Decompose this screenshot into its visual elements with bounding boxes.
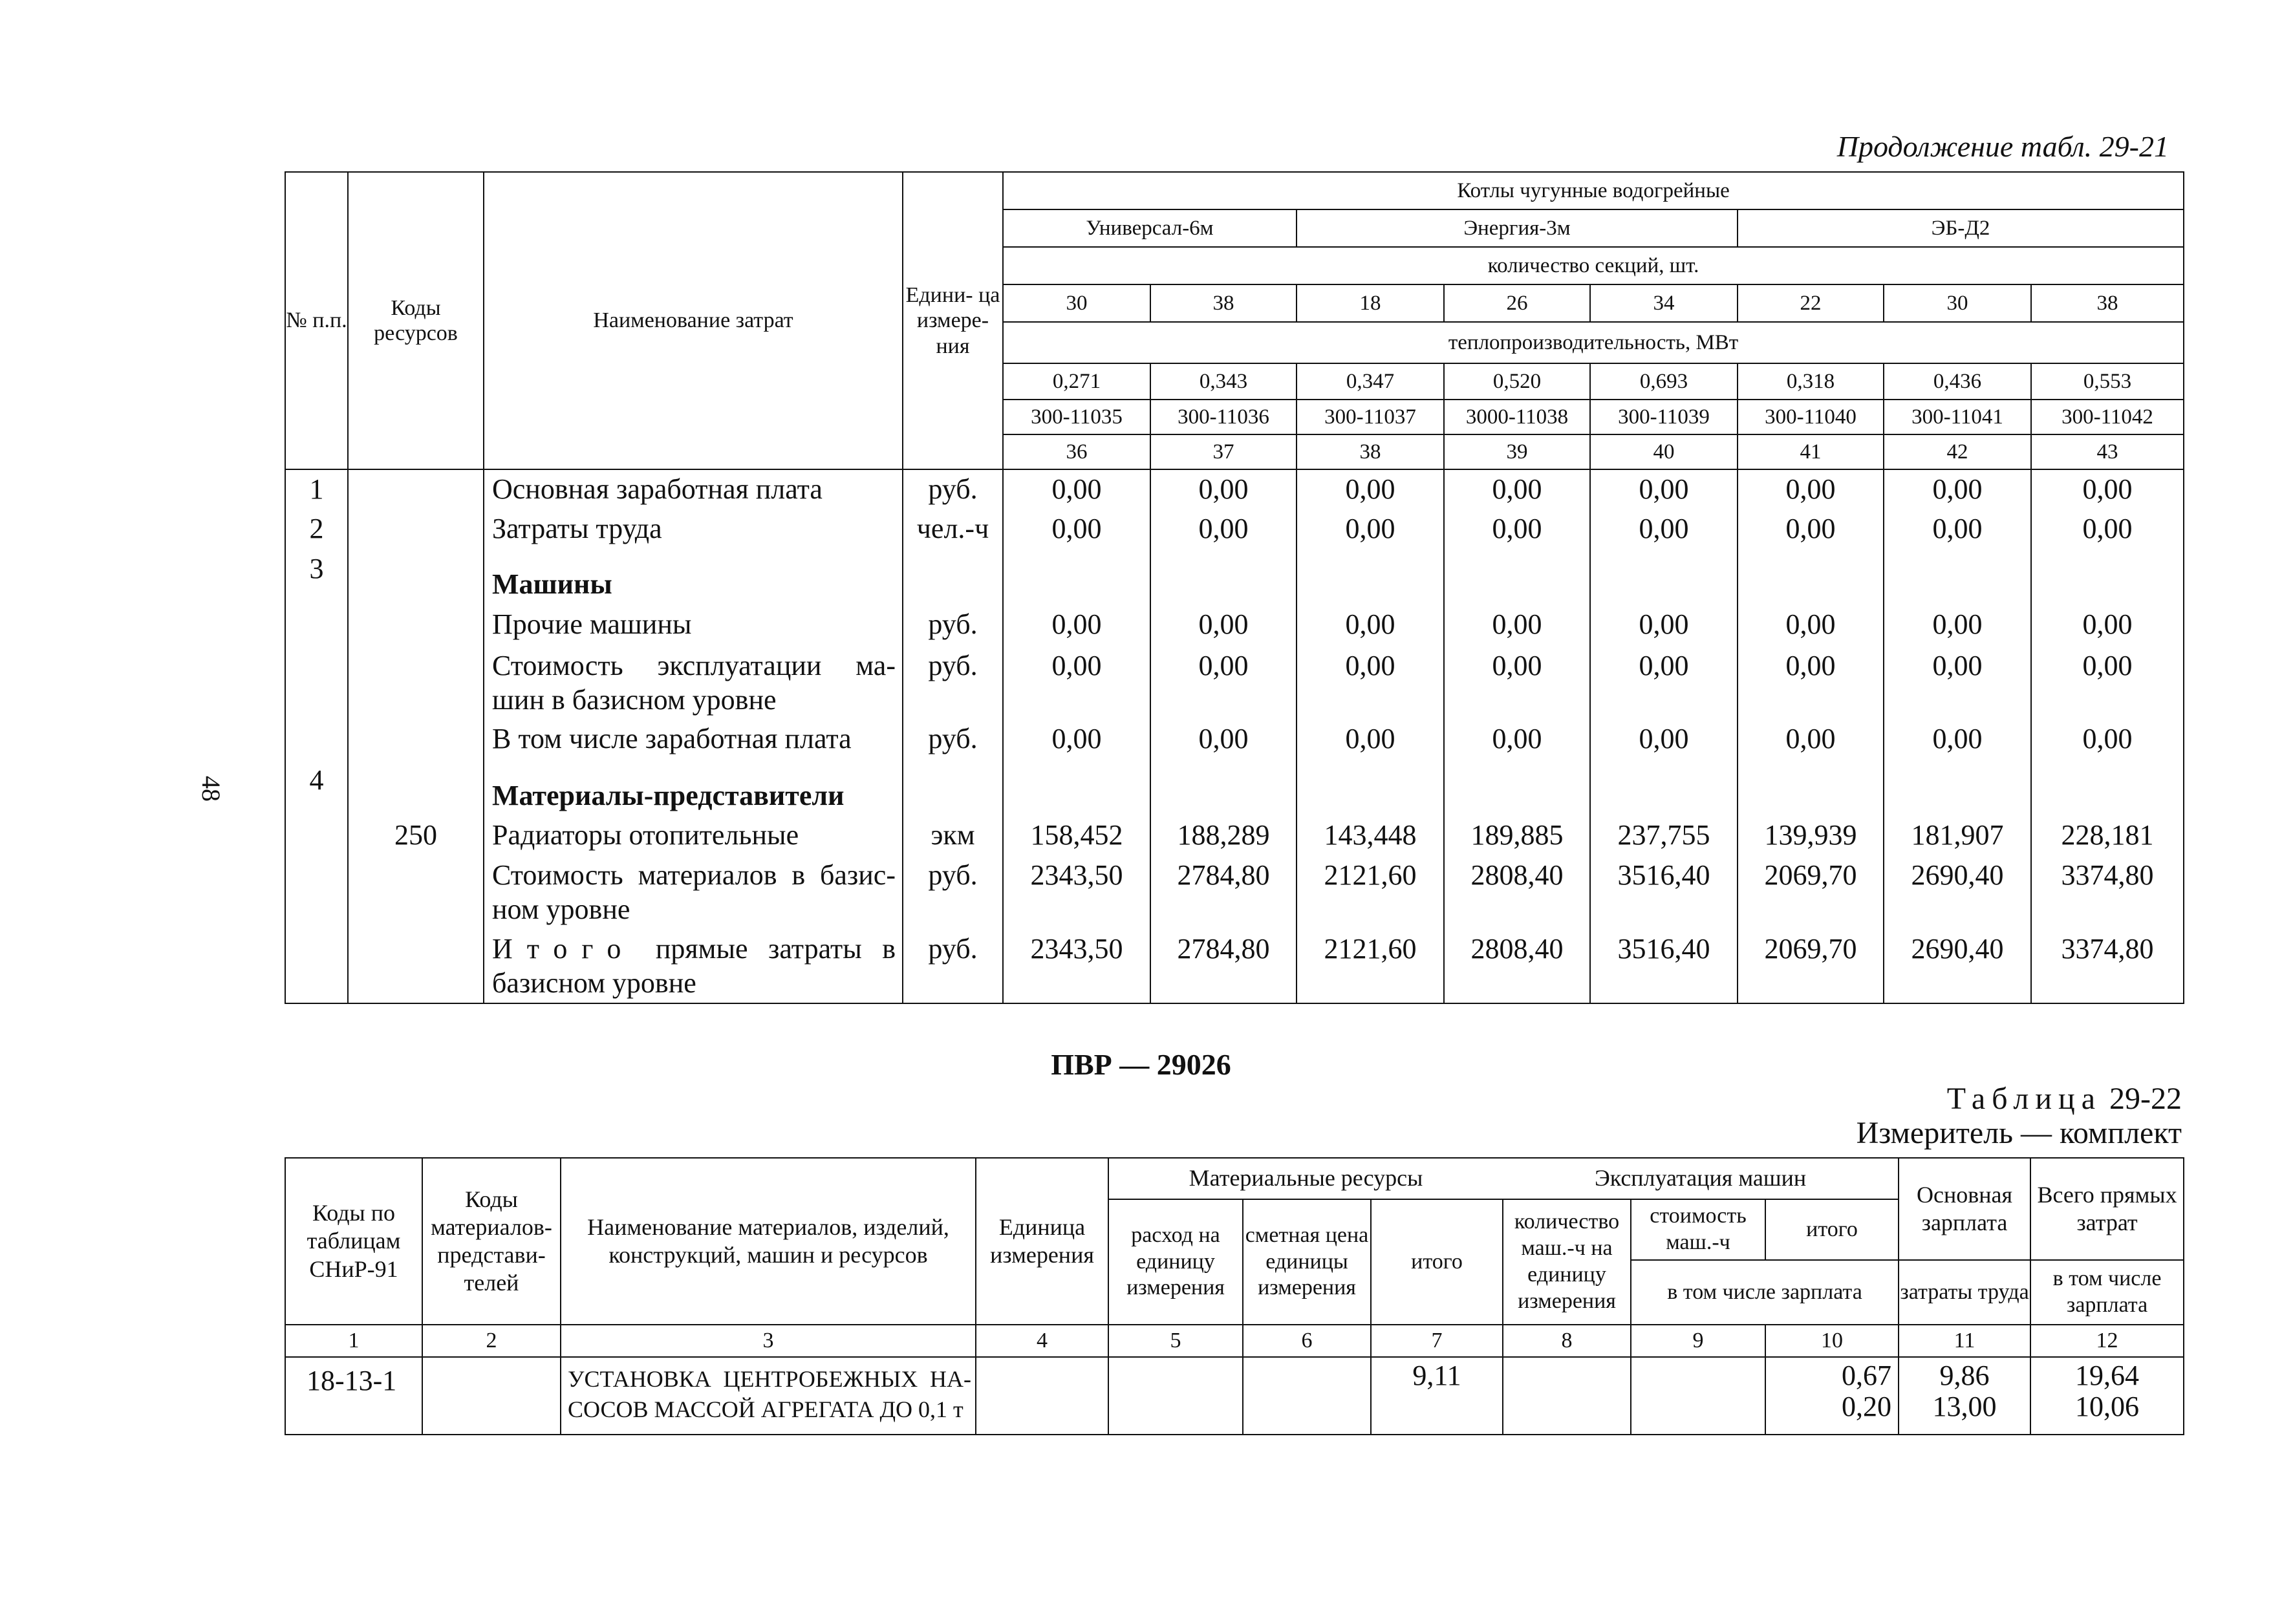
row-value: 0,00 [1884, 469, 2031, 509]
row-value: 0,00 [1444, 469, 1590, 509]
row-value: 0,00 [1738, 646, 1884, 720]
row-cost-name: Затраты труда [484, 509, 903, 550]
column-number: 2 [422, 1325, 561, 1357]
row-number: 1 [285, 469, 348, 509]
header-power: 0,318 [1738, 363, 1884, 400]
header-resource-code: 300-11042 [2031, 400, 2184, 434]
row-resource-code [348, 720, 484, 761]
header-sections: 38 [1150, 284, 1297, 322]
row-value [1003, 550, 1150, 605]
header-col-number: 39 [1444, 434, 1590, 469]
header-snip-codes: Коды по таблицам СНиР-91 [285, 1158, 422, 1325]
row-rate [1108, 1357, 1243, 1435]
column-number: 6 [1243, 1325, 1371, 1357]
row-value [2031, 761, 2184, 816]
header-col-number: 36 [1003, 434, 1150, 469]
row-value: 0,00 [1297, 720, 1444, 761]
row-value: 0,00 [1884, 509, 2031, 550]
table-row [285, 646, 2184, 720]
header-sections: 22 [1738, 284, 1884, 322]
row-resource-code [348, 930, 484, 1004]
header-material-name: Наименование материалов, изделий, конструкций, машин и ресурсов [561, 1158, 976, 1325]
header-model: ЭБ-Д2 [1738, 209, 2184, 247]
row-labor-value: 13,00 [1932, 1391, 1997, 1423]
header-sections: 30 [1003, 284, 1150, 322]
row-value: 0,00 [1444, 605, 1590, 646]
row-value: 3374,80 [2031, 856, 2184, 930]
row-value: 3516,40 [1590, 856, 1738, 930]
column-number: 10 [1765, 1325, 1899, 1357]
row-value: 0,00 [1884, 720, 2031, 761]
header-sections-label: количество секций, шт. [1003, 247, 2184, 284]
row-number: 2 [285, 509, 348, 550]
row-value: 2121,60 [1297, 930, 1444, 1004]
header-model: Универсал-6м [1003, 209, 1297, 247]
row-value: 189,885 [1444, 816, 1590, 856]
row-cost-name: Стоимость эксплуатации ма- шин в базисном уровне [484, 646, 903, 720]
column-number: 4 [976, 1325, 1108, 1357]
row-resource-code [348, 550, 484, 605]
row-value: 0,00 [1444, 720, 1590, 761]
header-col-number: 41 [1738, 434, 1884, 469]
row-value: 237,755 [1590, 816, 1738, 856]
table-row [285, 816, 2184, 856]
row-value: 2343,50 [1003, 930, 1150, 1004]
row-unit: чел.-ч [903, 509, 1003, 550]
row-value: 0,00 [1297, 646, 1444, 720]
row-value: 3516,40 [1590, 930, 1738, 1004]
row-resource-code [348, 646, 484, 720]
row-number [285, 930, 348, 1004]
row-value: 2784,80 [1150, 930, 1297, 1004]
row-cost-name: Материалы-представители [484, 761, 903, 816]
row-value: 2343,50 [1003, 856, 1150, 930]
row-value [1297, 761, 1444, 816]
table-row [285, 469, 2184, 509]
header-resource-code: 300-11037 [1297, 400, 1444, 434]
row-cost-name: Радиаторы отопительные [484, 816, 903, 856]
table-number-value: 29-22 [2109, 1082, 2182, 1116]
row-value: 0,00 [2031, 605, 2184, 646]
row-material-total: 9,11 [1371, 1357, 1503, 1435]
row-value [1003, 761, 1150, 816]
row-value: 0,00 [1150, 720, 1297, 761]
row-value: 2808,40 [1444, 930, 1590, 1004]
header-machine-hour-cost: стоимость маш.-ч [1631, 1199, 1765, 1260]
header-boilers-group: Котлы чугунные водогрейные [1003, 172, 2184, 209]
row-total-direct-value: 19,64 [2075, 1360, 2140, 1391]
row-number [285, 605, 348, 646]
row-number [285, 856, 348, 930]
row-unit: руб. [903, 605, 1003, 646]
row-value [2031, 550, 2184, 605]
column-number: 7 [1371, 1325, 1503, 1357]
header-resource-code: 300-11040 [1738, 400, 1884, 434]
row-cost-name-spaced: Итого [492, 932, 636, 965]
row-value: 139,939 [1738, 816, 1884, 856]
row-value [1297, 550, 1444, 605]
row-value [1444, 761, 1590, 816]
header-col-number: 38 [1297, 434, 1444, 469]
row-cost-name-rest: прямые затраты в базисном уровне [492, 932, 896, 999]
header-labor: затраты труда [1899, 1260, 2030, 1325]
row-value: 0,00 [1590, 605, 1738, 646]
row-value: 0,00 [1738, 469, 1884, 509]
row-value: 158,452 [1003, 816, 1150, 856]
row-value: 0,00 [1003, 509, 1150, 550]
header-sections: 18 [1297, 284, 1444, 322]
header-estimated-price: сметная цена единицы измерения [1243, 1199, 1371, 1325]
header-power: 0,436 [1884, 363, 2031, 400]
row-snip-code: 18-13-1 [285, 1357, 422, 1435]
column-number: 9 [1631, 1325, 1765, 1357]
header-resource-code: 3000-11038 [1444, 400, 1590, 434]
row-base-salary [1899, 1357, 2030, 1435]
row-material-code [422, 1357, 561, 1435]
header-col-number: 40 [1590, 434, 1738, 469]
row-resource-code [348, 856, 484, 930]
header-power: 0,553 [2031, 363, 2184, 400]
header-machine-hours: количество маш.-ч на единицу измерения [1503, 1199, 1631, 1325]
header-resource-code: 300-11035 [1003, 400, 1150, 434]
row-cost-name: Стоимость материалов в базис- ном уровне [484, 856, 903, 930]
row-unit [903, 550, 1003, 605]
row-value [1738, 761, 1884, 816]
column-number: 5 [1108, 1325, 1243, 1357]
row-base-salary-value: 9,86 [1939, 1360, 1990, 1391]
row-unit: руб. [903, 646, 1003, 720]
column-number: 12 [2030, 1325, 2184, 1357]
header-total-direct: Всего прямых затрат [2030, 1158, 2184, 1260]
row-value: 143,448 [1297, 816, 1444, 856]
row-resource-code [348, 761, 484, 816]
row-value: 0,00 [1884, 646, 2031, 720]
header-power-label: теплопроизводительность, МВт [1003, 322, 2184, 363]
row-value: 0,00 [1003, 469, 1150, 509]
row-value: 228,181 [2031, 816, 2184, 856]
header-num: № п.п. [285, 172, 348, 469]
row-number: 4 [285, 761, 348, 816]
pvr-title: ПВР — 29026 [1051, 1048, 1231, 1081]
table-row [285, 856, 2184, 930]
table-row [285, 720, 2184, 761]
table-row [285, 605, 2184, 646]
row-value: 2690,40 [1884, 930, 2031, 1004]
header-material-resources: Материальные ресурсы [1108, 1158, 1503, 1199]
table-row [285, 509, 2184, 550]
row-value: 0,00 [1150, 469, 1297, 509]
row-machine-hours [1503, 1357, 1631, 1435]
header-power: 0,271 [1003, 363, 1150, 400]
header-sections: 38 [2031, 284, 2184, 322]
row-total-salary-value: 10,06 [2075, 1391, 2140, 1423]
row-machine-hour-cost [1631, 1357, 1765, 1435]
header-sections: 30 [1884, 284, 2031, 322]
header-incl-salary-2: в том числе зарплата [2030, 1260, 2184, 1325]
row-value: 0,00 [1297, 509, 1444, 550]
header-power: 0,343 [1150, 363, 1297, 400]
header-cost-name: Наименование затрат [484, 172, 903, 469]
row-unit: руб. [903, 720, 1003, 761]
header-model: Энергия-3м [1297, 209, 1738, 247]
table-meter: Измеритель — комплект [1856, 1116, 2182, 1150]
row-value [1590, 761, 1738, 816]
row-machine-total [1765, 1357, 1899, 1435]
row-value: 0,00 [2031, 720, 2184, 761]
header-unit: Едини- ца измере- ния [903, 172, 1003, 469]
header-col-number: 42 [1884, 434, 2031, 469]
table-number [1947, 1081, 2182, 1116]
row-unit: руб. [903, 930, 1003, 1004]
header-col-number: 37 [1150, 434, 1297, 469]
column-numbers-row [285, 1325, 2184, 1357]
header-material-codes: Коды материалов- представи- телей [422, 1158, 561, 1325]
row-value: 0,00 [1003, 720, 1150, 761]
row-value: 0,00 [1150, 605, 1297, 646]
row-value: 0,00 [1297, 605, 1444, 646]
header-sections: 26 [1444, 284, 1590, 322]
row-value: 2069,70 [1738, 856, 1884, 930]
header-resource-code: 300-11041 [1884, 400, 2031, 434]
row-value: 0,00 [1590, 469, 1738, 509]
continuation-caption: Продолжение табл. 29-21 [1836, 130, 2169, 163]
row-value: 0,00 [1738, 720, 1884, 761]
row-value [1738, 550, 1884, 605]
row-value: 181,907 [1884, 816, 2031, 856]
row-unit: руб. [903, 856, 1003, 930]
row-value [1444, 550, 1590, 605]
header-power: 0,693 [1590, 363, 1738, 400]
row-value: 0,00 [1884, 605, 2031, 646]
header-base-salary: Основная зарплата [1899, 1158, 2030, 1260]
page-number: 48 [197, 776, 226, 802]
table-word: Таблица [1946, 1082, 2102, 1116]
row-value: 188,289 [1150, 816, 1297, 856]
row-value: 0,00 [2031, 646, 2184, 720]
column-number: 3 [561, 1325, 976, 1357]
row-value: 2121,60 [1297, 856, 1444, 930]
row-value: 0,00 [1003, 605, 1150, 646]
row-value: 2690,40 [1884, 856, 2031, 930]
row-unit: руб. [903, 469, 1003, 509]
row-value: 0,00 [1150, 509, 1297, 550]
header-rate-per-unit: расход на единицу измерения [1108, 1199, 1243, 1325]
prices-table-29-22 [285, 1157, 2184, 1435]
table-row [285, 761, 2184, 816]
row-value: 0,00 [1590, 646, 1738, 720]
column-number: 8 [1503, 1325, 1631, 1357]
column-number: 1 [285, 1325, 422, 1357]
row-value: 0,00 [1590, 509, 1738, 550]
row-cost-name: Прочие машины [484, 605, 903, 646]
header-col-number: 43 [2031, 434, 2184, 469]
row-machine-total-value: 0,67 [1842, 1360, 1892, 1391]
row-value [1590, 550, 1738, 605]
row-value: 0,00 [2031, 469, 2184, 509]
row-price [1243, 1357, 1371, 1435]
header-material-total: итого [1371, 1199, 1503, 1325]
row-cost-name: В том числе заработная плата [484, 720, 903, 761]
header-resource-codes: Коды ресурсов [348, 172, 484, 469]
header-resource-code: 300-11036 [1150, 400, 1297, 434]
row-value: 2784,80 [1150, 856, 1297, 930]
row-unit: экм [903, 816, 1003, 856]
row-value: 0,00 [1738, 509, 1884, 550]
row-value: 0,00 [1003, 646, 1150, 720]
header-machine-operation: Эксплуатация машин [1503, 1158, 1899, 1199]
row-value [1150, 761, 1297, 816]
row-cost-name [484, 930, 903, 1004]
table-row [285, 930, 2184, 1004]
row-value: 2808,40 [1444, 856, 1590, 930]
header-machine-total: итого [1765, 1199, 1899, 1260]
row-value: 2069,70 [1738, 930, 1884, 1004]
row-value: 0,00 [1590, 720, 1738, 761]
row-resource-code [348, 605, 484, 646]
row-value: 0,00 [2031, 509, 2184, 550]
row-value [1150, 550, 1297, 605]
row-resource-code [348, 469, 484, 509]
row-material-name: УСТАНОВКА ЦЕНТРОБЕЖНЫХ НА- СОСОВ МАССОЙ АГРЕГАТА ДО 0,1 т [561, 1357, 976, 1435]
row-number [285, 816, 348, 856]
row-value: 0,00 [1738, 605, 1884, 646]
header-sections: 34 [1590, 284, 1738, 322]
row-cost-name: Машины [484, 550, 903, 605]
row-value: 0,00 [1150, 646, 1297, 720]
row-value [1884, 550, 2031, 605]
row-unit [903, 761, 1003, 816]
row-value: 0,00 [1444, 509, 1590, 550]
row-resource-code [348, 509, 484, 550]
costs-table-29-21 [285, 171, 2184, 1004]
row-resource-code: 250 [348, 816, 484, 856]
row-machine-salary-value: 0,20 [1842, 1391, 1892, 1423]
header-resource-code: 300-11039 [1590, 400, 1738, 434]
table-row [285, 550, 2184, 605]
row-number: 3 [285, 550, 348, 605]
row-unit [976, 1357, 1108, 1435]
row-value: 3374,80 [2031, 930, 2184, 1004]
row-value: 0,00 [1444, 646, 1590, 720]
row-value [1884, 761, 2031, 816]
header-power: 0,347 [1297, 363, 1444, 400]
row-total-direct [2030, 1357, 2184, 1435]
column-number: 11 [1899, 1325, 2030, 1357]
row-cost-name: Основная заработная плата [484, 469, 903, 509]
row-value: 0,00 [1297, 469, 1444, 509]
row-number [285, 720, 348, 761]
header-power: 0,520 [1444, 363, 1590, 400]
header-unit: Единица измерения [976, 1158, 1108, 1325]
header-incl-salary: в том числе зарплата [1631, 1260, 1899, 1325]
row-number [285, 646, 348, 720]
